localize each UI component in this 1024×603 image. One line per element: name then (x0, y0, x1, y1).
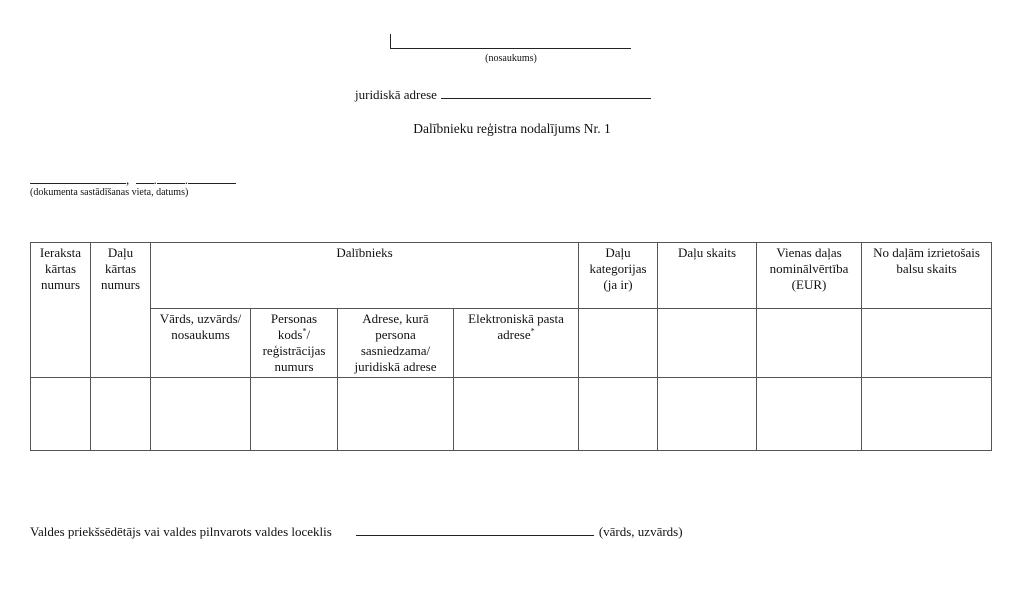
signature-caption: (vārds, uzvārds) (598, 524, 683, 539)
sub-personal-code-a: Personas kods (270, 311, 318, 342)
table-cell[interactable] (658, 378, 757, 451)
signature-row (30, 523, 683, 540)
place-date-comma: , (126, 172, 130, 187)
legal-address-row (355, 86, 651, 103)
table-cell[interactable] (338, 378, 454, 451)
sub-personal-code (251, 309, 338, 378)
table-cell[interactable] (579, 378, 658, 451)
place-date-dot-2: . (184, 172, 188, 187)
empty-cell (757, 309, 862, 378)
year-blank[interactable] (188, 171, 236, 184)
col-share-number: Daļu kārtas numurs (91, 243, 151, 378)
table-cell[interactable] (91, 378, 151, 451)
company-name-caption: (nosaukums) (485, 53, 537, 64)
table-row (31, 378, 992, 451)
legal-address-line[interactable] (441, 86, 651, 99)
table-cell[interactable] (862, 378, 992, 451)
col-votes: No daļām izrietošais balsu skaits (862, 243, 992, 309)
col-share-category: Daļu kategorijas (ja ir) (579, 243, 658, 309)
col-record-number: Ieraksta kārtas numurs (31, 243, 91, 378)
table-cell[interactable] (31, 378, 91, 451)
signature-line[interactable] (356, 523, 594, 536)
footnote-marker: * (530, 326, 535, 336)
signature-label: Valdes priekšsēdētājs vai valdes pilnvarots valdes loceklis (30, 524, 332, 539)
table-cell[interactable] (757, 378, 862, 451)
place-date-blanks (30, 171, 236, 188)
sub-email (454, 309, 579, 378)
register-table (30, 242, 992, 451)
table-cell[interactable] (454, 378, 579, 451)
place-date-dot-1: . (153, 172, 157, 187)
place-blank[interactable] (30, 171, 126, 184)
day-blank[interactable] (136, 171, 154, 184)
month-blank[interactable] (157, 171, 185, 184)
sub-personal-code-b: / reģistrācijas numurs (262, 327, 326, 374)
col-participant: Dalībnieks (151, 243, 579, 309)
empty-cell (579, 309, 658, 378)
col-nominal-value: Vienas daļas nominālvērtība (EUR) (757, 243, 862, 309)
place-date-caption: (dokumenta sastādīšanas vieta, datums) (30, 187, 189, 198)
empty-cell (658, 309, 757, 378)
page-title: Dalībnieku reģistra nodalījums Nr. 1 (413, 121, 611, 136)
sub-name: Vārds, uzvārds/ nosaukums (151, 309, 251, 378)
sub-email-label: Elektroniskā pasta adrese (468, 311, 564, 342)
company-name-line[interactable] (390, 34, 631, 49)
empty-cell (862, 309, 992, 378)
table-cell[interactable] (151, 378, 251, 451)
col-share-count: Daļu skaits (658, 243, 757, 309)
legal-address-label: juridiskā adrese (355, 87, 437, 102)
sub-address: Adrese, kurā persona sasniedzama/ juridiskā adrese (338, 309, 454, 378)
footnote-marker: * (302, 326, 307, 336)
table-cell[interactable] (251, 378, 338, 451)
